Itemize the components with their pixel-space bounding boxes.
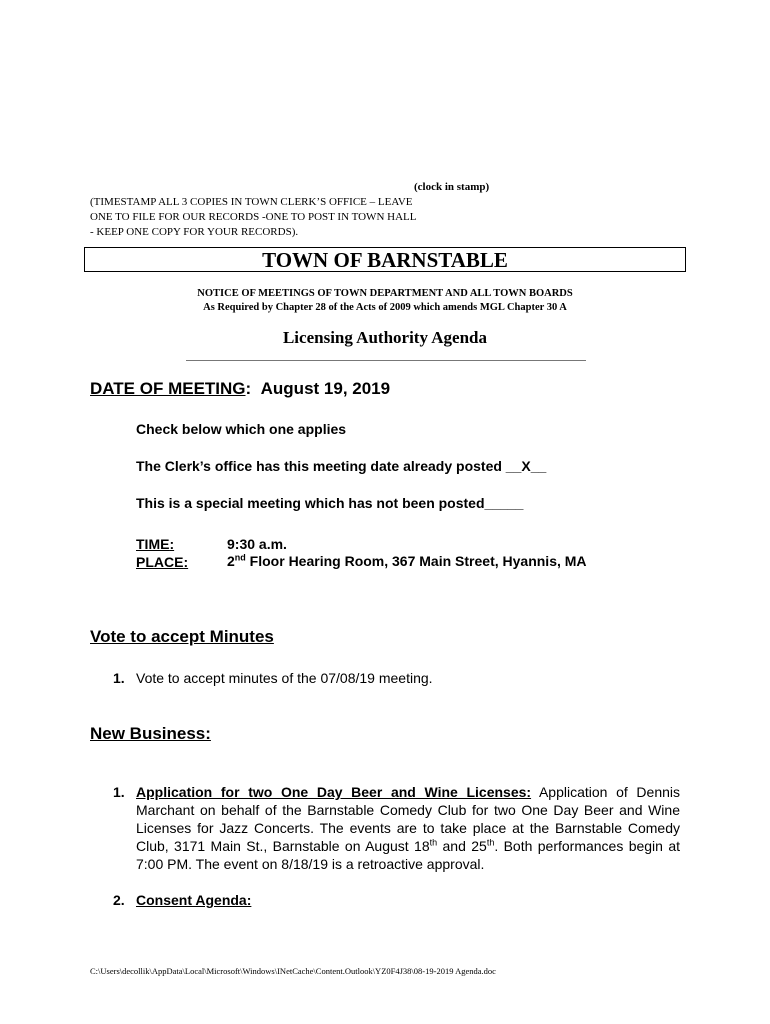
town-title: TOWN OF BARNSTABLE (262, 248, 508, 272)
consent-agenda-heading: Consent Agenda: (136, 892, 252, 908)
vote-item-number: 1. (113, 670, 125, 686)
notice-line-1: NOTICE OF MEETINGS OF TOWN DEPARTMENT AND ALL TOWN BOARDS (197, 288, 573, 299)
beer-wine-text-c: . Both performances begin at 7:00 PM. The event on 8/18/19 is a retroactive approval. (136, 838, 680, 872)
place-label-colon: : (183, 554, 189, 570)
clock-in-stamp-label: (clock in stamp) (414, 181, 490, 193)
place-label-text: PLACE (136, 554, 184, 570)
agenda-divider (186, 360, 586, 361)
footer-file-path: C:\Users\decollik\AppData\Local\Microsoft\Windows\INetCache\Content.Outlook\YZ0F4J38\08-19-2019 Agenda.doc (90, 966, 496, 976)
time-value: 9:30 a.m. (227, 536, 287, 552)
date-value: August 19, 2019 (260, 379, 391, 398)
time-label (136, 536, 174, 552)
beer-wine-text-a: Application of Dennis Marchant on behalf of the Barnstable Comedy Club for two One Day Beer and Wine Licenses for Jazz Concerts. The events are to take place at the Barnstable Comedy Club, 3171 Main St., Barnstable on August 18 (136, 784, 680, 854)
date-separator: : (245, 379, 252, 398)
place-address: Floor Hearing Room, 367 Main Street, Hyannis, MA (245, 553, 587, 569)
check-below-instruction: Check below which one applies (136, 421, 347, 437)
beer-wine-heading: Application for two One Day Beer and Wine Licenses: (136, 784, 532, 800)
time-label-text: TIME (136, 536, 170, 552)
place-value (227, 553, 587, 569)
notice-line-2: As Required by Chapter 28 of the Acts of 2009 which amends MGL Chapter 30 A (203, 302, 567, 313)
beer-wine-sup-b: th (486, 837, 495, 848)
new-business-item-number: 2. (113, 892, 125, 908)
beer-wine-text-b: and 25 (437, 838, 487, 854)
special-meeting-option: This is a special meeting which has not been posted_____ (136, 495, 524, 511)
town-title-box (84, 247, 686, 272)
new-business-heading: New Business: (90, 724, 211, 743)
time-label-colon: : (169, 536, 175, 552)
date-label: DATE OF MEETING (90, 379, 246, 398)
place-floor-suffix: nd (234, 552, 246, 563)
agenda-title: Licensing Authority Agenda (282, 328, 488, 347)
timestamp-instructions: (TIMESTAMP ALL 3 COPIES IN TOWN CLERK’S OFFICE – LEAVE ONE TO FILE FOR OUR RECORDS -ONE TO POST IN TOWN HALL - KEEP ONE COPY FOR YOUR RECORDS). (90, 196, 417, 238)
place-floor-number: 2 (227, 553, 235, 569)
place-label (136, 554, 188, 570)
already-posted-option: The Clerk’s office has this meeting date already posted __X__ (136, 458, 547, 474)
new-business-item-number: 1. (113, 784, 125, 800)
vote-minutes-heading: Vote to accept Minutes (90, 627, 274, 646)
vote-item-text: Vote to accept minutes of the 07/08/19 meeting. (136, 670, 433, 686)
new-business-item-beer-wine (136, 783, 680, 873)
beer-wine-sup-a: th (429, 837, 438, 848)
meeting-date-line (90, 379, 390, 399)
